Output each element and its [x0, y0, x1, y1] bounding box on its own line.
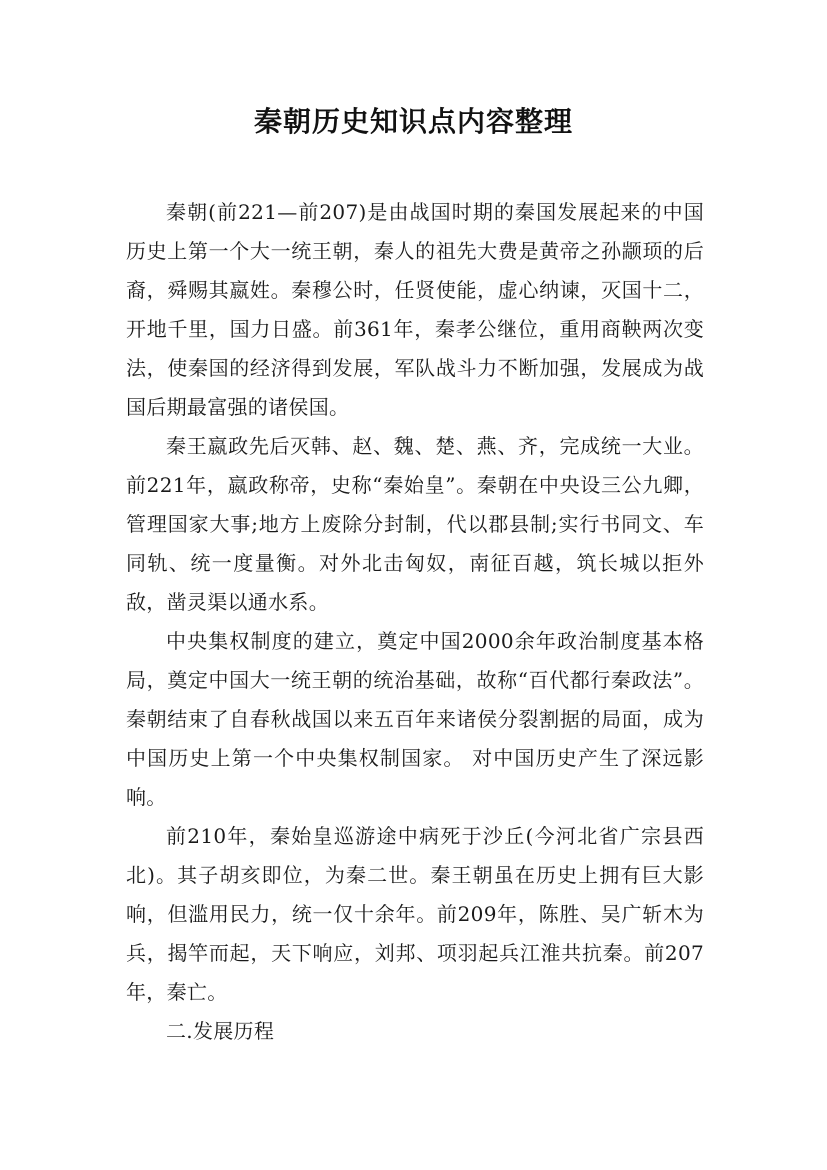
- document-title: 秦朝历史知识点内容整理: [253, 105, 573, 138]
- paragraph-centralization: 中央集权制度的建立，奠定中国2000余年政治制度基本格局，奠定中国大一统王朝的统治基础，故称“百代都行秦政法”。 秦朝结束了自春秋战国以来五百年来诸侯分裂割据的局面，成为中国历史上第一个中央集权制国家。 对中国历史产生了深远影响。: [126, 629, 704, 809]
- paragraph-fall-of-qin: 前210年，秦始皇巡游途中病死于沙丘(今河北省广宗县西北)。其子胡亥即位，为秦二世。秦王朝虽在历史上拥有巨大影响，但滥用民力，统一仅十余年。前209年，陈胜、吴广斩木为兵，揭竿而起，天下响应，刘邦、项羽起兵江淮共抗秦。前207年，秦亡。: [126, 824, 704, 1004]
- paragraph-qin-origins: 秦朝(前221—前207)是由战国时期的秦国发展起来的中国历史上第一个大一统王朝，秦人的祖先大费是黄帝之孙颛顼的后裔，舜赐其嬴姓。秦穆公时，任贤使能，虚心纳谏，灭国十二，开地千里，国力日盛。前361年，秦孝公继位，重用商鞅两次变法，使秦国的经济得到发展，军队战斗力不断加强，发展成为战国后期最富强的诸侯国。: [126, 200, 704, 419]
- paragraph-unification: 秦王嬴政先后灭韩、赵、魏、楚、燕、齐，完成统一大业。前221年，嬴政称帝，史称“秦始皇”。秦朝在中央设三公九卿，管理国家大事;地方上废除分封制，代以郡县制;实行书同文、车同轨、统一度量衡。对外北击匈奴，南征百越，筑长城以拒外敌，凿灵渠以通水系。: [126, 434, 704, 614]
- document-body: [126, 193, 704, 1051]
- section-heading-development: 二.发展历程: [166, 1019, 275, 1043]
